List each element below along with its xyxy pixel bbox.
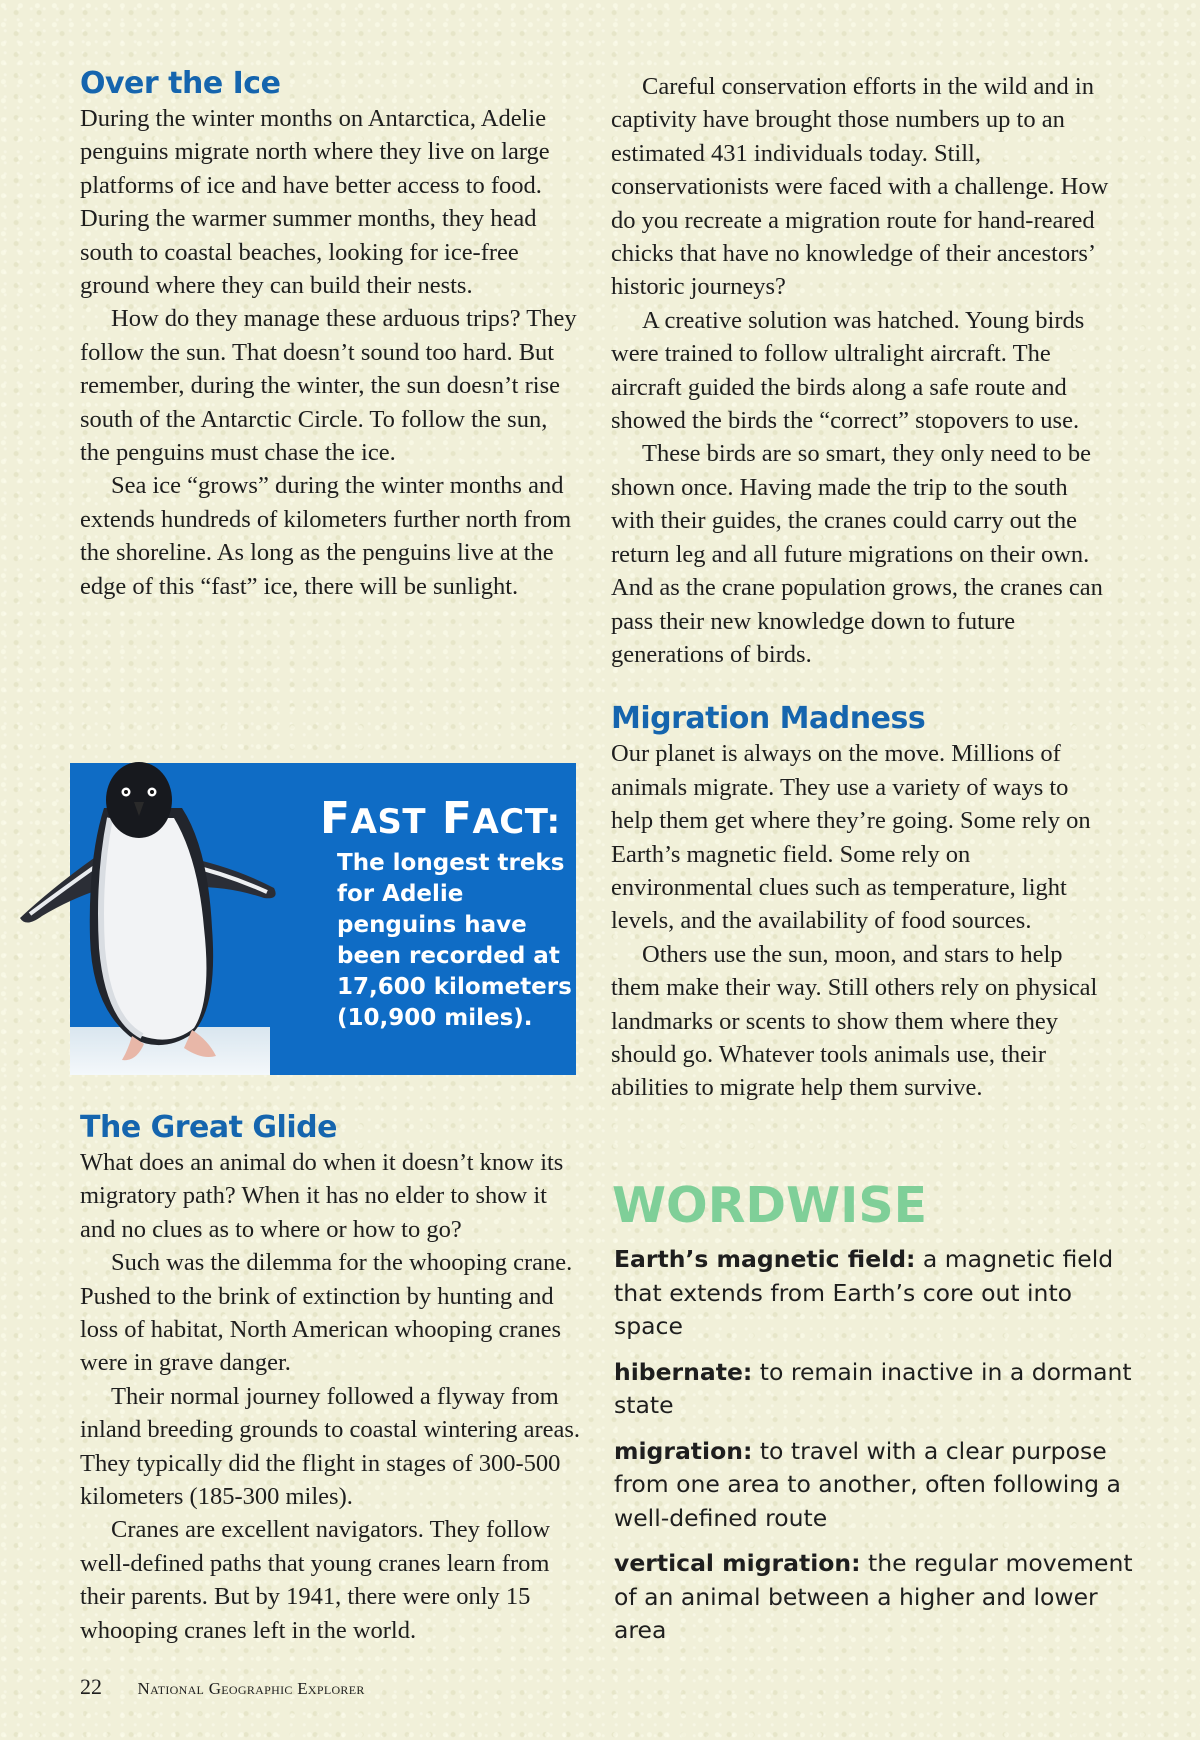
glossary-term: migration: [614, 1436, 753, 1465]
section-heading: The Great Glide [80, 1110, 337, 1145]
body-paragraph: Our planet is always on the move. Millions of animals migrate. They use a variety of ways to help them get where they’re going. Some rely on Earth’s magnetic field. Some rely on environmental clues such as temperature, light levels, and the availability of food sources. [611, 740, 1091, 935]
body-paragraph: Others use the sun, moon, and stars to help them make their way. Still others rely on physical landmarks or scents to show them where they should go. Whatever tools animals use, their abilities to migrate help them survive. [611, 940, 1098, 1102]
glossary-entry [614, 1356, 1134, 1423]
glossary-definition: the regular movement of an animal between a higher and lower area [614, 1549, 1133, 1644]
page-footer [80, 1674, 365, 1700]
glossary-definition: a magnetic field that extends from Earth’s core out into space [614, 1245, 1114, 1340]
fast-fact-title: FAST FACT: [320, 793, 561, 844]
glossary-entry [614, 1243, 1134, 1344]
page-number: 22 [80, 1674, 102, 1699]
over-the-ice-section [80, 66, 582, 603]
glossary-term: vertical migration: [614, 1549, 861, 1577]
glossary [614, 1243, 1134, 1660]
section-heading: Migration Madness [611, 701, 926, 737]
body-paragraph: How do they manage these arduous trips? They follow the sun. That doesn’t sound too hard. But remember, during the winter, the sun doesn’t rise south of the Antarctic Circle. To follow the sun, the penguins must chase the ice. [80, 305, 577, 467]
penguin-photo [12, 738, 312, 1078]
body-paragraph: Cranes are excellent navigators. They follow well-defined paths that young cranes learn from their parents. But by 1941, there were only 15 whooping cranes left in the world. [80, 1516, 551, 1644]
body-paragraph: Sea ice “grows” during the winter months and extends hundreds of kilometers further north from the shoreline. As long as the penguins live at the edge of this “fast” ice, there will be sunlight. [80, 472, 572, 600]
glossary-definition: to travel with a clear purpose from one area to another, often following a well-defined route [614, 1436, 1121, 1532]
body-paragraph: Their normal journey followed a flyway from inland breeding grounds to coastal wintering areas. They typically did the flight in stages of 300-500 kilometers (185-300 miles). [80, 1382, 581, 1511]
publication-name: National Geographic Explorer [137, 1679, 365, 1698]
glossary-entry [614, 1435, 1134, 1536]
glossary-definition: to remain inactive in a dormant state [614, 1357, 1132, 1419]
wordwise-title: WORDWISE [612, 1177, 928, 1234]
body-paragraph: During the winter months on Antarctica, Adelie penguins migrate north where they live on large platforms of ice and have better access to food. During the warmer summer months, they head south to coastal beaches, looking for ice-free ground where they can build their nests. [80, 105, 550, 300]
fast-fact-text: The longest treks for Adelie penguins have been recorded at 17,600 kilometers (10,900 miles). [337, 850, 572, 1031]
glossary-term: hibernate: [614, 1357, 753, 1386]
section-heading: Over the Ice [80, 66, 281, 101]
right-column [611, 70, 1113, 1105]
glossary-term: Earth’s magnetic field: [614, 1245, 916, 1273]
body-paragraph: A creative solution was hatched. Young birds were trained to follow ultralight aircraft. The aircraft guided the birds along a safe route and showed the birds the “correct” stopovers to use. [611, 306, 1085, 435]
body-paragraph: These birds are so smart, they only need to be shown once. Having made the trip to the south with their guides, the cranes could carry out the return leg and all future migrations on their own. And as the crane population grows, the cranes can pass their new knowledge down to future generations of birds. [611, 440, 1103, 668]
great-glide-section [80, 1110, 582, 1647]
body-paragraph: Such was the dilemma for the whooping crane. Pushed to the brink of extinction by hunting and loss of habitat, North American whooping cranes were in grave danger. [80, 1249, 573, 1377]
body-paragraph: What does an animal do when it doesn’t know its migratory path? When it has no elder to show it and no clues as to where or how to go? [80, 1149, 564, 1243]
glossary-entry [614, 1547, 1134, 1648]
body-paragraph: Careful conservation efforts in the wild and in captivity have brought those numbers up to an estimated 431 individuals today. Still, conservationists were faced with a challenge. How do you recreate a migration route for hand-reared chicks that have no knowledge of their ancestors’ historic journeys? [611, 73, 1109, 301]
